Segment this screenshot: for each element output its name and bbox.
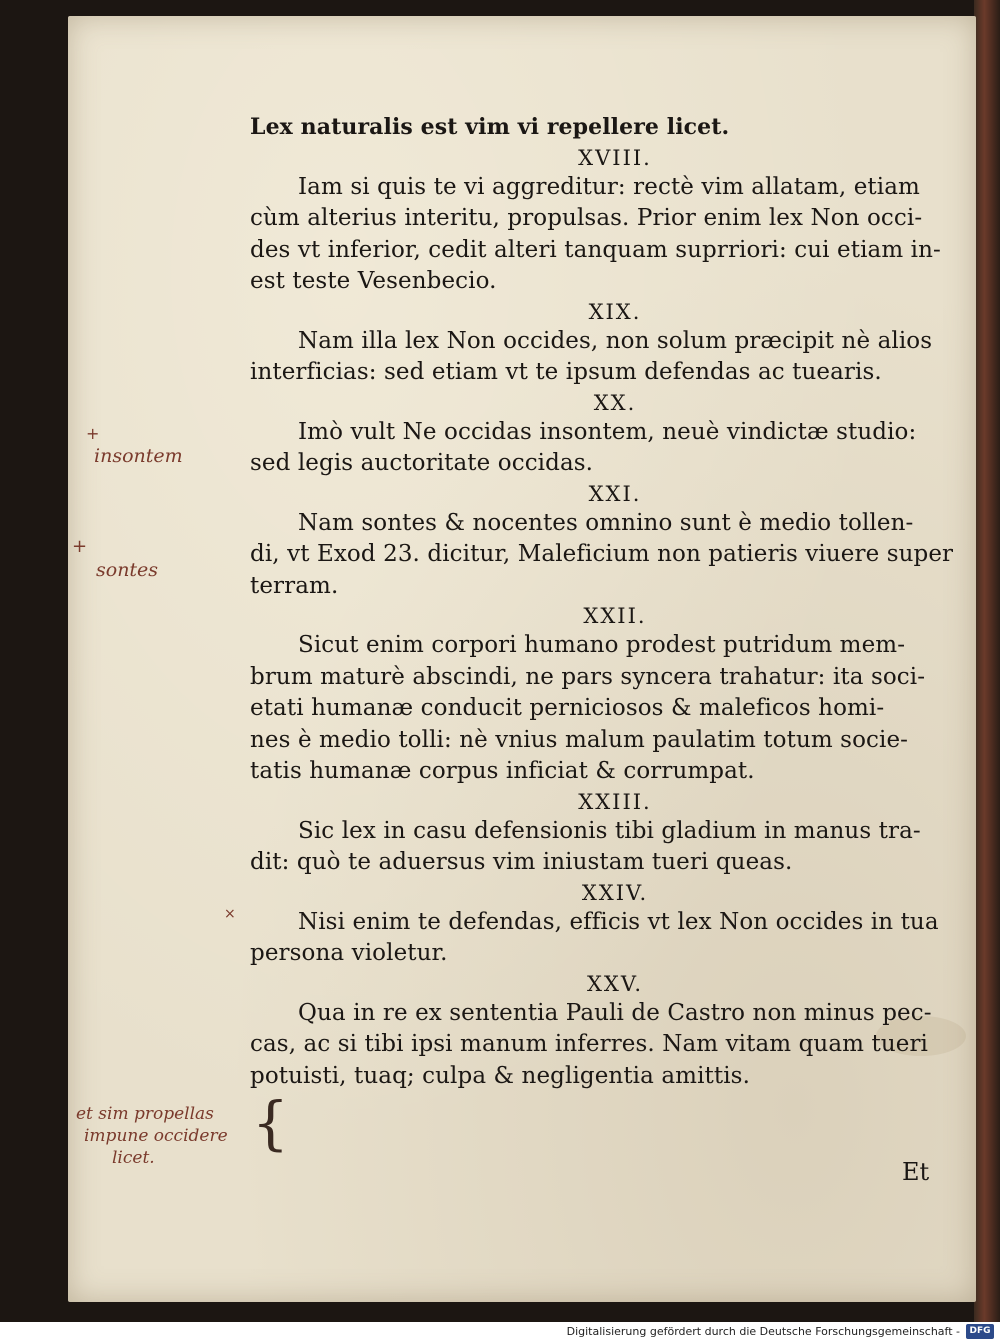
margin-note-insontem: insontem (94, 445, 183, 467)
text-line: di, vt Exod 23. dicitur, Maleficium non patieris viuere super (250, 541, 954, 567)
text-line: terram. (250, 572, 339, 599)
running-head: Lex naturalis est vim vi repellere licet. (250, 114, 730, 140)
text-line: est teste Vesenbecio. (250, 268, 497, 294)
text-line: Sicut enim corpori humano prodest putridum mem- (298, 632, 906, 658)
section-number: XVIII. (578, 145, 652, 170)
section-number: XIX. (588, 299, 642, 324)
catchword: Et (902, 1158, 930, 1186)
text-line: Imò vult Ne occidas insontem, neuè vindictæ studio: (298, 418, 917, 445)
dfg-logo: DFG (966, 1324, 994, 1339)
text-line: interficias: sed etiam vt te ipsum defendas ac tuearis. (250, 359, 882, 385)
annotation-brace: { (252, 1089, 289, 1157)
annotation-insert-mark: × (224, 906, 236, 922)
text-line: cùm alterius interitu, propulsas. Prior enim lex Non occi- (250, 205, 923, 231)
text-line: Nam sontes & nocentes omnino sunt è medio tollen- (298, 509, 914, 536)
section-number: XXII. (583, 604, 647, 628)
book-edge (974, 0, 1000, 1322)
text-line: sed legis auctoritate occidas. (250, 450, 594, 476)
margin-note-line3: licet. (112, 1148, 155, 1168)
text-line: dit: quò te aduersus vim iniustam tueri queas. (250, 849, 793, 875)
margin-note-line1: et sim propellas (76, 1104, 214, 1124)
text-line: Qua in re ex sententia Pauli de Castro non minus pec- (298, 999, 932, 1026)
text-line: tatis humanæ corpus inficiat & corrumpat. (250, 758, 755, 784)
annotation-cross-mark: + (86, 424, 100, 443)
section-number: XX. (593, 390, 637, 415)
section-number: XXV. (586, 971, 644, 996)
section-number: XXIII. (578, 789, 652, 814)
margin-note-sontes: sontes (96, 559, 159, 581)
section-number: XXIV. (581, 880, 649, 905)
text-line: cas, ac si tibi ipsi manum inferres. Nam vitam quam tueri (250, 1031, 928, 1057)
text-line: Iam si quis te vi aggreditur: rectè vim allatam, etiam (298, 173, 920, 200)
text-line: persona violetur. (250, 940, 448, 966)
text-line: nes è medio tolli: nè vnius malum paulatim totum socie- (250, 726, 909, 753)
text-line: Nam illa lex Non occides, non solum præcipit nè alios (298, 327, 933, 354)
text-line: Nisi enim te defendas, efficis vt lex Non occides in tua (298, 908, 939, 935)
text-line: etati humanæ conducit perniciosos & maleficos homi- (250, 695, 885, 721)
page-text (250, 112, 954, 1092)
section-number: XXI. (588, 481, 642, 506)
text-line: potuisti, tuaq; culpa & negligentia amittis. (250, 1062, 751, 1089)
text-line: Sic lex in casu defensionis tibi gladium in manus tra- (298, 817, 921, 844)
margin-note-line2: impune occidere (84, 1126, 228, 1146)
text-line: des vt inferior, cedit alteri tanquam suprriori: cui etiam in- (250, 236, 941, 263)
text-line: brum maturè abscindi, ne pars syncera trahatur: ita soci- (250, 663, 926, 690)
footer-bar (0, 1322, 1000, 1342)
funding-credit: Digitalisierung gefördert durch die Deutsche Forschungsgemeinschaft - (566, 1325, 960, 1338)
annotation-plus-mark: + (72, 536, 88, 557)
